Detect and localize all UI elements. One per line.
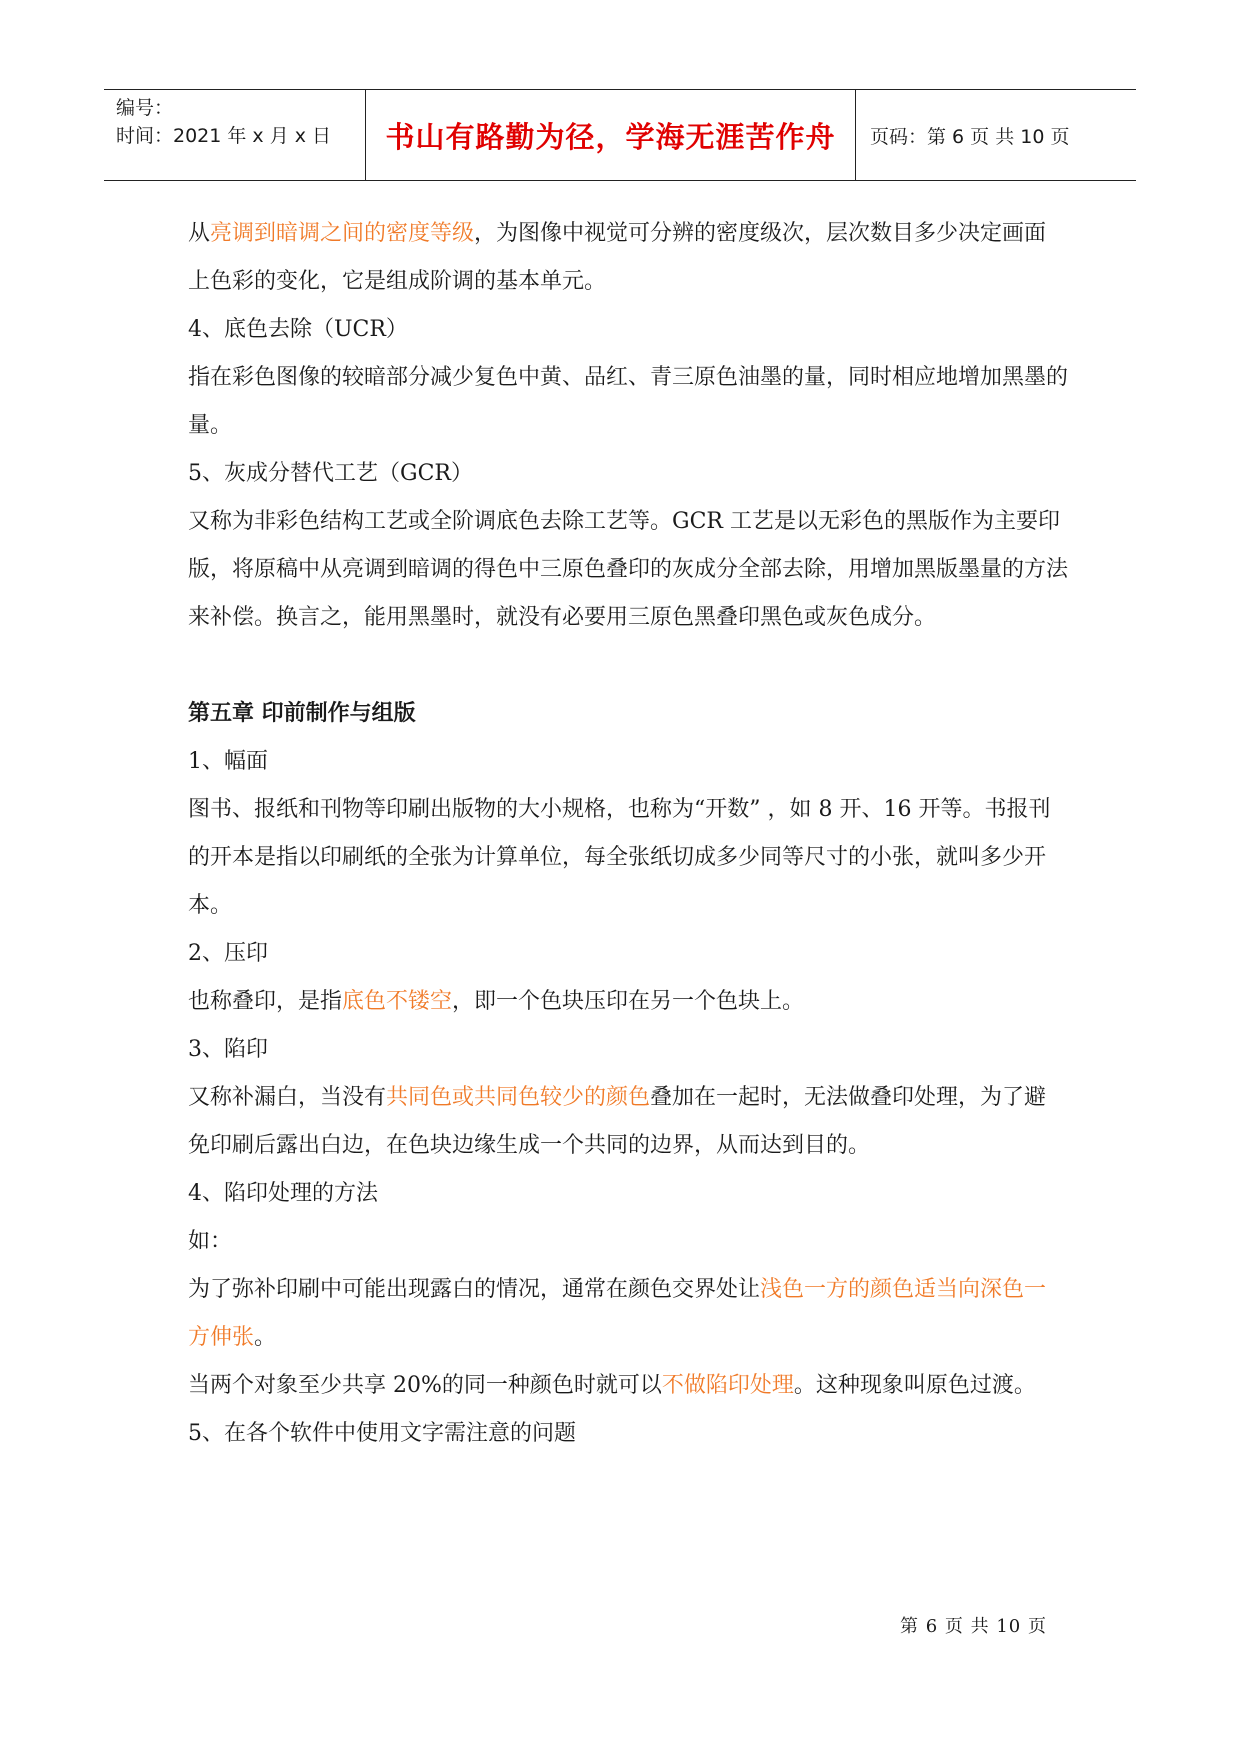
highlight-text: 亮调到暗调之间的密度等级 (210, 221, 475, 246)
highlight-text: 不做陷印处理 (661, 1373, 794, 1398)
highlight-text: 浅色一方的颜色适当向深色一方伸张 (188, 1277, 1047, 1350)
paragraph-ucr: 指在彩色图像的较暗部分减少复色中黄、品红、青三原色油墨的量，同时相应地增加黑墨的量。 (188, 365, 1069, 438)
paragraph-share: 当两个对象至少共享 20%的同一种颜色时就可以不做陷印处理。这种现象叫原色过渡。 (188, 1373, 1036, 1398)
paragraph-overprint: 也称叠印，是指底色不镂空，即一个色块压印在另一个色块上。 (188, 989, 805, 1014)
paragraph-spread: 为了弥补印刷中可能出现露白的情况，通常在颜色交界处让浅色一方的颜色适当向深色一方伸张。 (188, 1277, 1047, 1350)
header-motto: 书山有路勤为径，学海无涯苦作舟 (366, 90, 856, 180)
heading-trap-method: 4、陷印处理的方法 (188, 1181, 378, 1206)
paragraph-trap: 又称补漏白，当没有共同色或共同色较少的颜色叠加在一起时，无法做叠印处理，为了避免印刷后露出白边，在色块边缘生成一个共同的边界，从而达到目的。 (188, 1085, 1047, 1158)
header-meta (104, 90, 366, 180)
page-header (104, 89, 1136, 181)
heading-overprint: 2、压印 (188, 941, 268, 966)
header-page-label: 页码：第 6 页 共 10 页 (870, 125, 1070, 148)
spacer (188, 642, 1068, 690)
heading-format: 1、幅面 (188, 749, 268, 774)
document-body (188, 210, 1068, 1458)
heading-gcr: 5、灰成分替代工艺（GCR） (188, 461, 473, 486)
paragraph-tone-levels: 从亮调到暗调之间的密度等级，为图像中视觉可分辨的密度级次，层次数目多少决定画面上色彩的变化，它是组成阶调的基本单元。 (188, 221, 1047, 294)
page-footer: 第 6 页 共 10 页 (900, 1616, 1047, 1637)
heading-ucr: 4、底色去除（UCR） (188, 317, 408, 342)
paragraph-ru: 如： (188, 1229, 233, 1254)
chapter-heading: 第五章 印前制作与组版 (188, 701, 416, 726)
heading-trap: 3、陷印 (188, 1037, 268, 1062)
time-label: 时间：2021 年 x 月 x 日 (116, 125, 332, 147)
paragraph-format: 图书、报纸和刊物等印刷出版物的大小规格，也称为“开数” ，如 8 开、16 开等。书报刊的开本是指以印刷纸的全张为计算单位，每全张纸切成多少同等尺寸的小张，就叫多少开本。 (188, 797, 1051, 918)
paragraph-gcr: 又称为非彩色结构工艺或全阶调底色去除工艺等。GCR 工艺是以无彩色的黑版作为主要印版，将原稿中从亮调到暗调的得色中三原色叠印的灰成分全部去除，用增加黑版墨量的方法来补偿。换言之，能用黑墨时，就没有必要用三原色黑叠印黑色或灰色成分。 (188, 509, 1069, 630)
highlight-text: 共同色或共同色较少的颜色 (386, 1085, 651, 1110)
highlight-text: 底色不镂空 (342, 989, 453, 1014)
heading-text-issues: 5、在各个软件中使用文字需注意的问题 (188, 1421, 576, 1446)
number-label: 编号： (116, 97, 174, 119)
